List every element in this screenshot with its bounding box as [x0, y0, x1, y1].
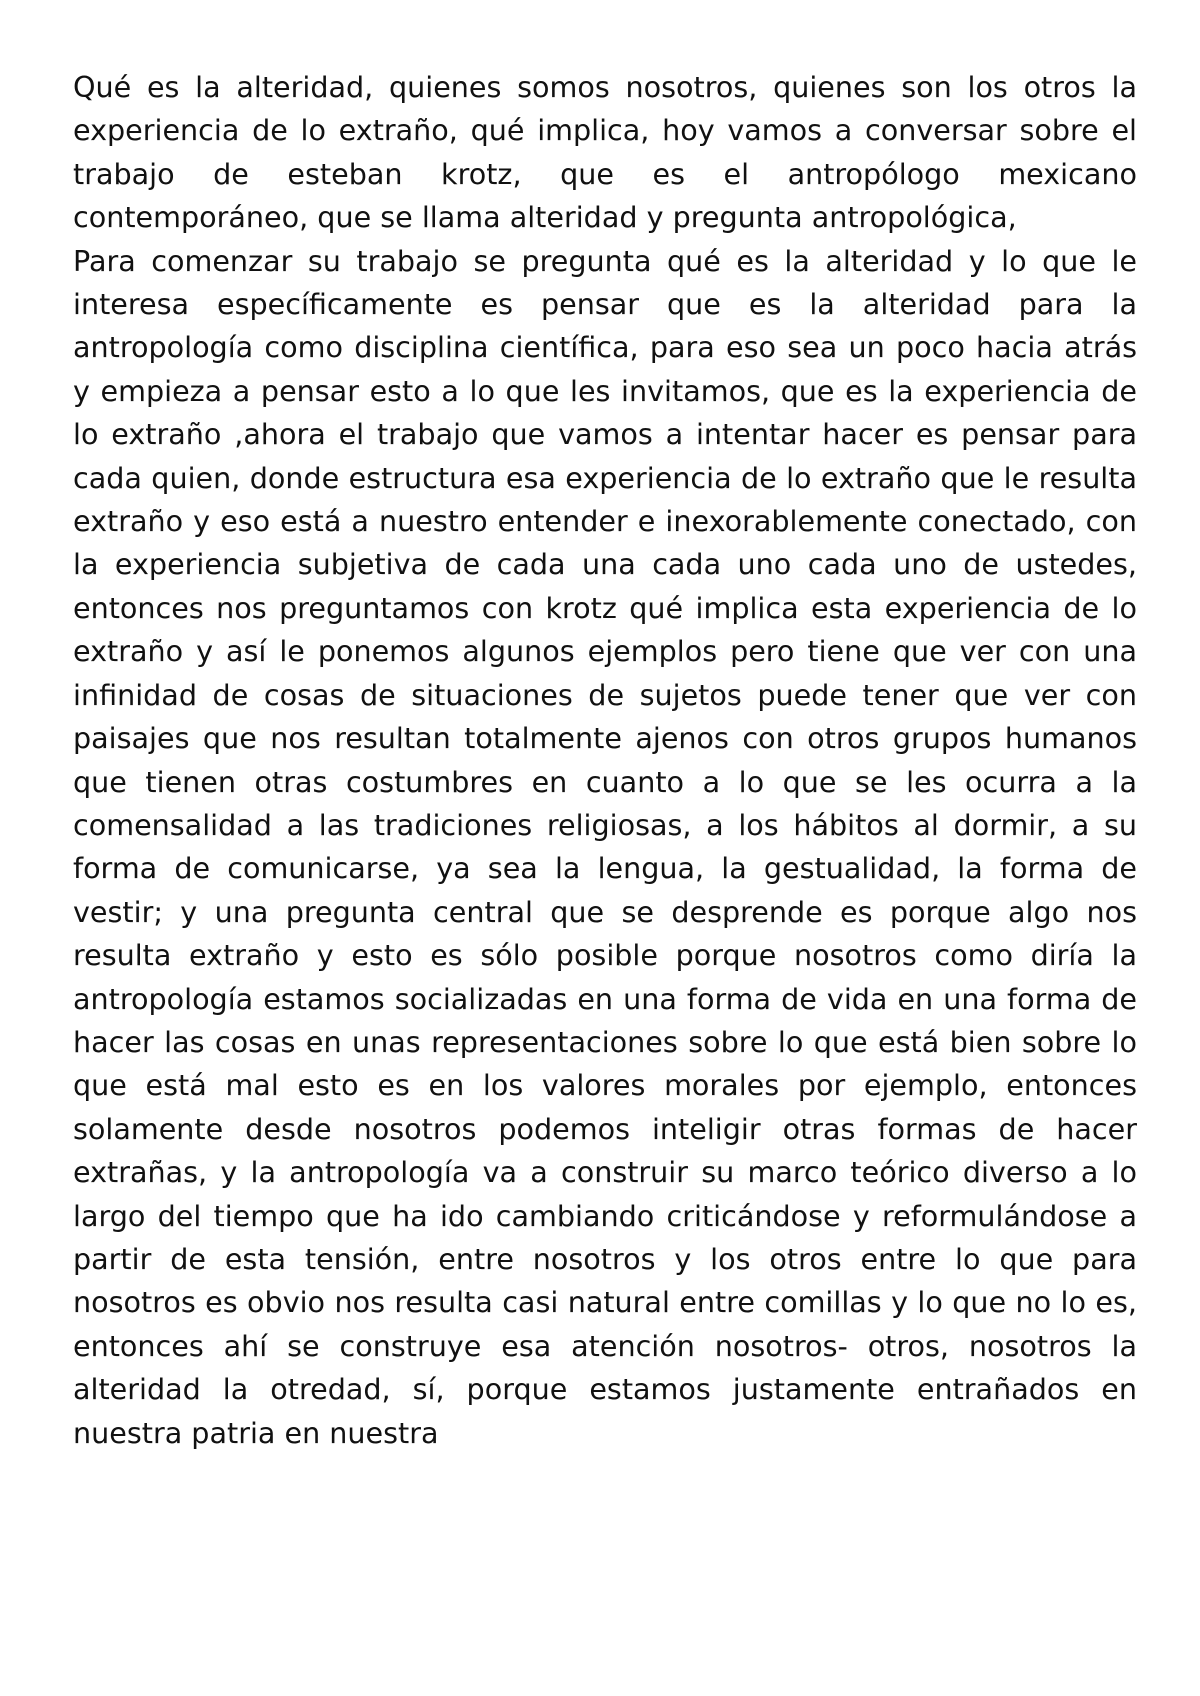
document-page [73, 66, 1137, 1455]
paragraph-intro: Qué es la alteridad, quienes somos nosotros, quienes son los otros la experiencia de lo extraño, qué implica, hoy vamos a conversar sobre el trabajo de esteban krotz, que es el antropólogo mexicano contemporáneo, que se llama alteridad y pregunta antropológica, [73, 70, 1137, 235]
paragraph-body: Para comenzar su trabajo se pregunta qué es la alteridad y lo que le interesa específicamente es pensar que es la alteridad para la antropología como disciplina científica, para eso sea un poco hacia atrás y empieza a pensar esto a lo que les invitamos, que es la experiencia de lo extraño ,ahora el trabajo que vamos a intentar hacer es pensar para cada quien, donde estructura esa experiencia de lo extraño que le resulta extraño y eso está a nuestro entender e inexorablemente conectado, con la experiencia subjetiva de cada una cada uno cada uno de ustedes, entonces nos preguntamos con krotz qué implica esta experiencia de lo extraño y así le ponemos algunos ejemplos pero tiene que ver con una infinidad de cosas de situaciones de sujetos puede tener que ver con paisajes que nos resultan totalmente ajenos con otros grupos humanos que tienen otras costumbres en cuanto a lo que se les ocurra a la comensalidad a las tradiciones religiosas, a los hábitos al dormir, a su forma de comunicarse, ya sea la lengua, la gestualidad, la forma de vestir; y una pregunta central que se desprende es porque algo nos resulta extraño y esto es sólo posible porque nosotros como diría la antropología estamos socializadas en una forma de vida en una forma de hacer las cosas en unas representaciones sobre lo que está bien sobre lo que está mal esto es en los valores morales por ejemplo, entonces solamente desde nosotros podemos inteligir otras formas de hacer extrañas, y la antropología va a construir su marco teórico diverso a lo largo del tiempo que ha ido cambiando criticándose y reformulándose a partir de esta tensión, entre nosotros y los otros entre lo que para nosotros es obvio nos resulta casi natural entre comillas y lo que no lo es, entonces ahí se construye esa atención nosotros- otros, nosotros la alteridad la otredad, sí, porque estamos justamente entrañados en nuestra patria en nuestra [73, 243, 1137, 1450]
